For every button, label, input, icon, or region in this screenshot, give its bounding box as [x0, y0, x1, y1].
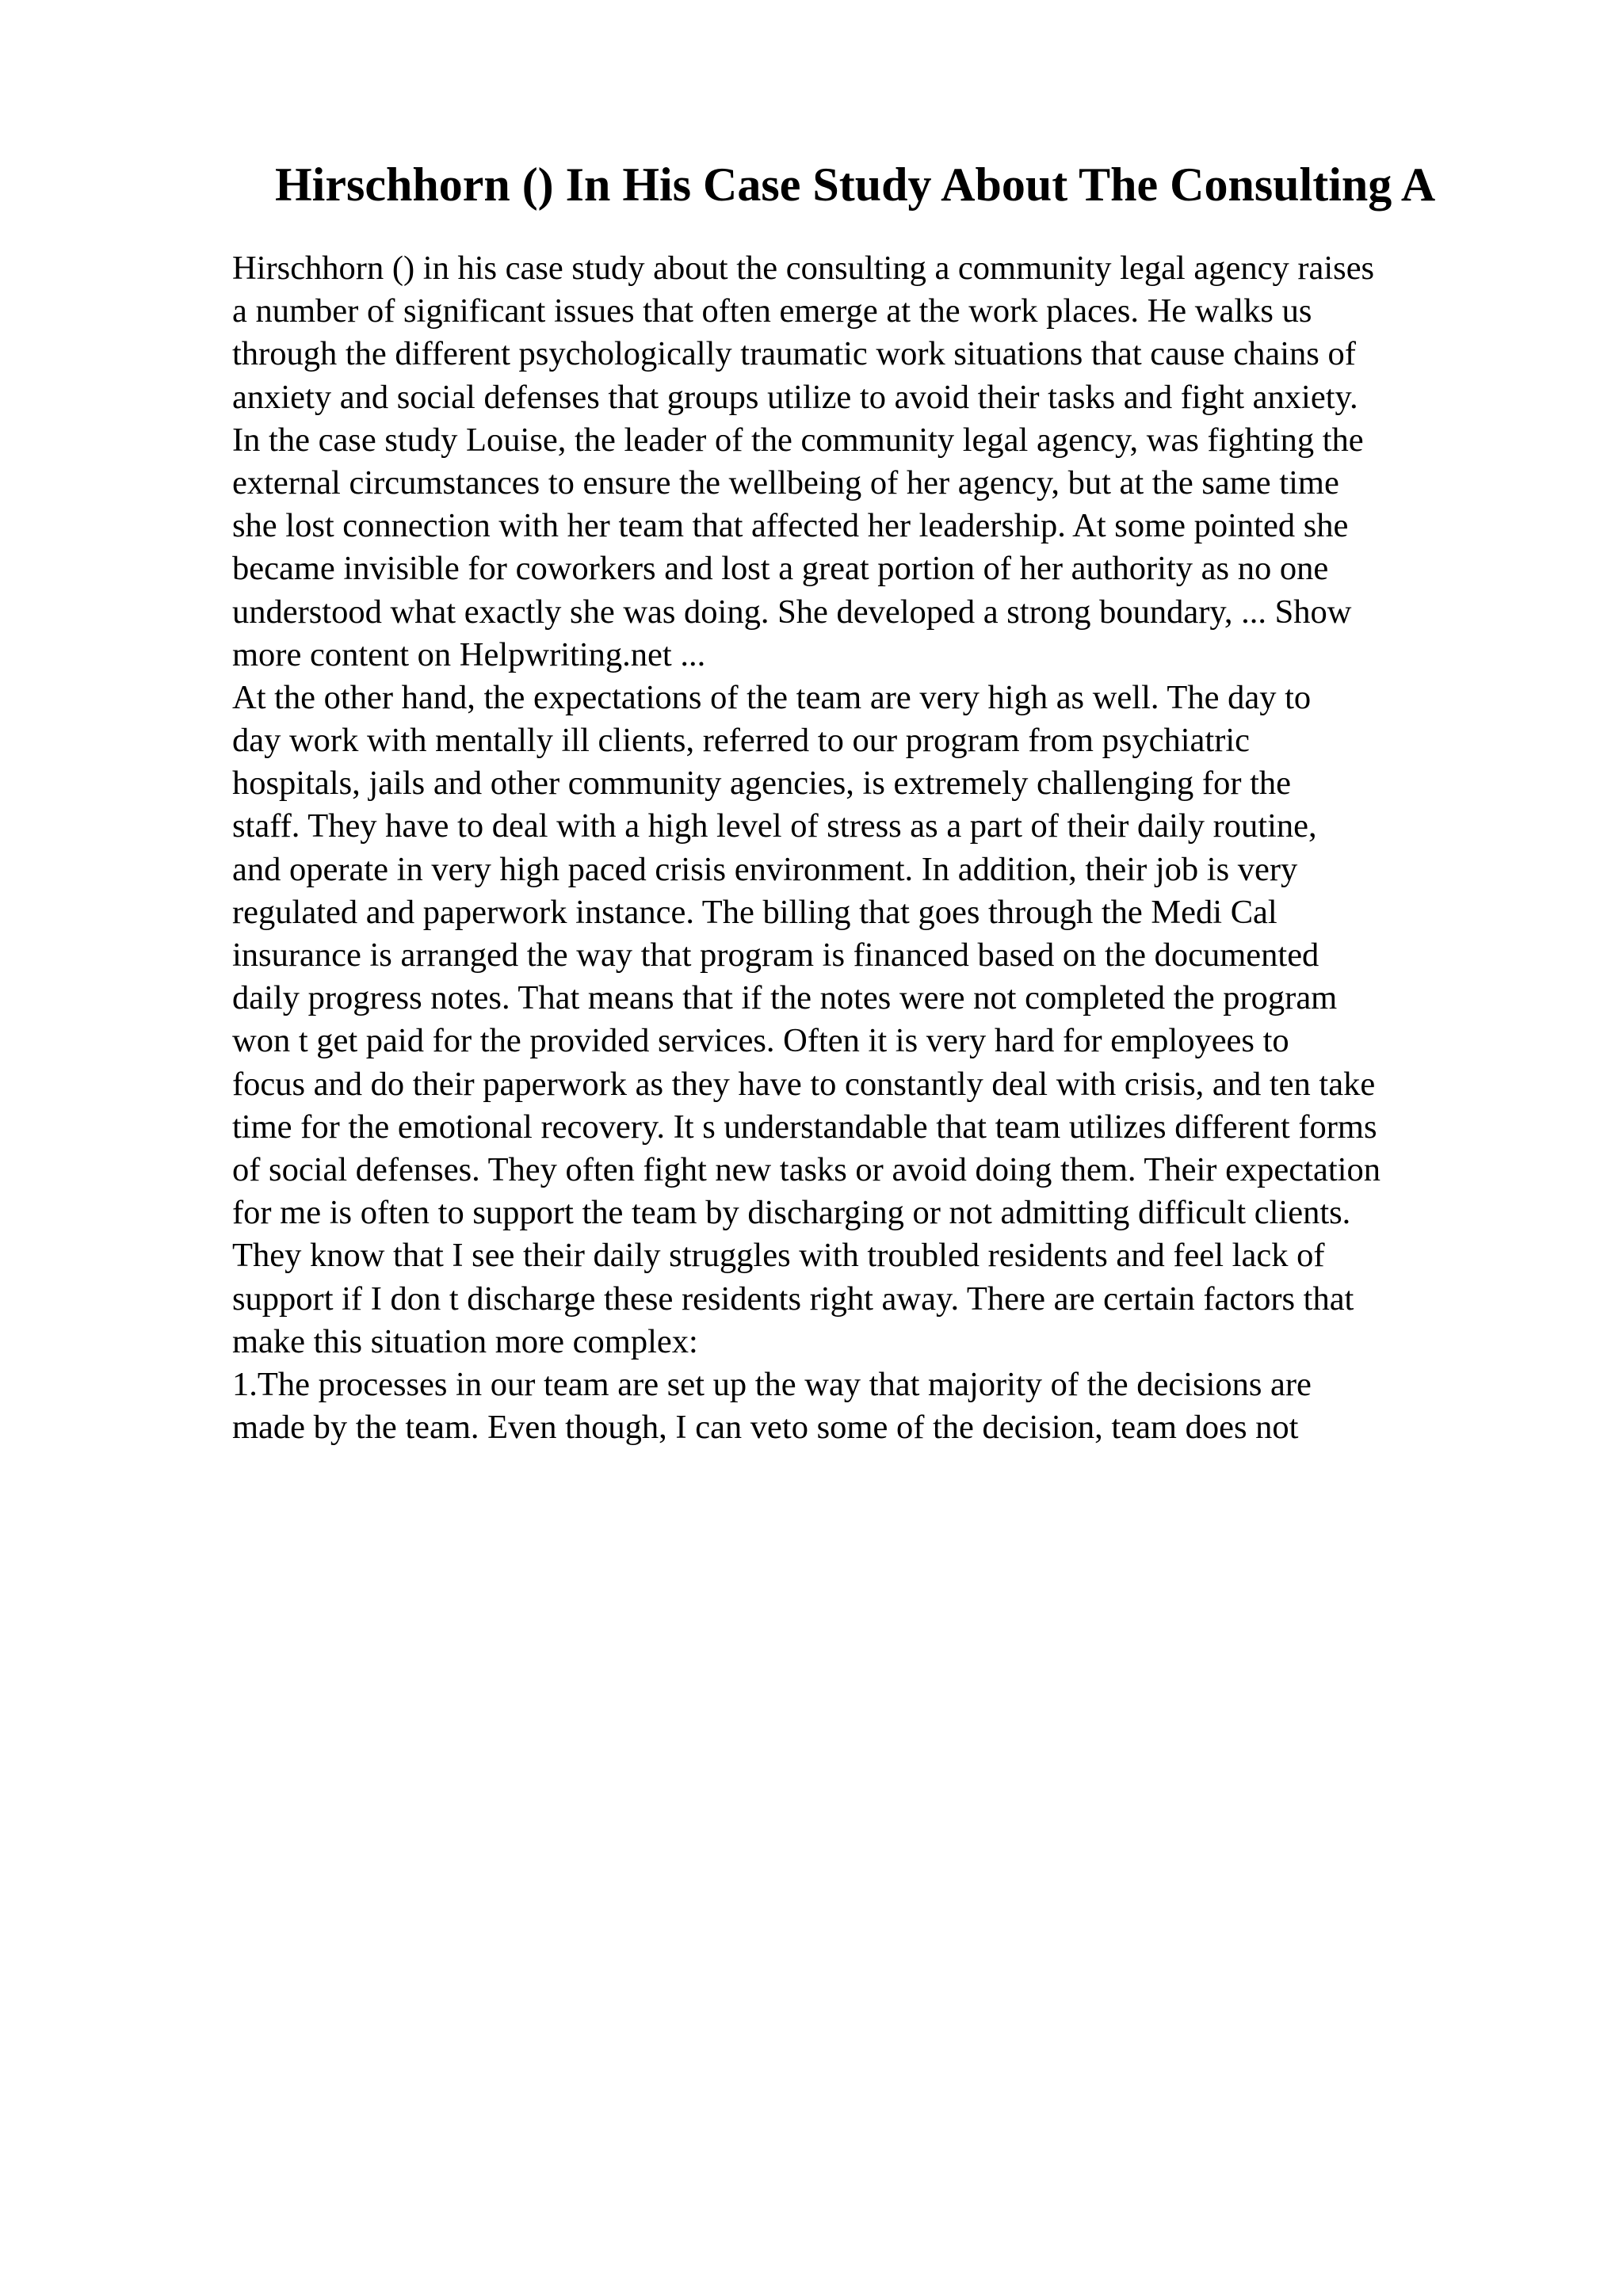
body-line: Hirschhorn () in his case study about the consulting a community legal agency raises — [232, 250, 1375, 287]
body-line: through the different psychologically traumatic work situations that cause chains of — [232, 335, 1356, 373]
body-line: made by the team. Even though, I can veto some of the decision, team does not — [232, 1409, 1299, 1447]
body-line: became invisible for coworkers and lost a great portion of her authority as no one — [232, 550, 1329, 588]
body-line: external circumstances to ensure the wellbeing of her agency, but at the same time — [232, 463, 1339, 502]
body-line: daily progress notes. That means that if the notes were not completed the program — [232, 979, 1338, 1017]
body-line: 1.The processes in our team are set up the way that majority of the decisions are — [232, 1365, 1312, 1403]
body-line: focus and do their paperwork as they have to constantly deal with crisis, and ten take — [232, 1065, 1376, 1103]
body-line: anxiety and social defenses that groups utilize to avoid their tasks and fight anxiety. — [232, 378, 1358, 416]
body-line: insurance is arranged the way that program is financed based on the documented — [232, 936, 1319, 974]
body-line: a number of significant issues that often emerge at the work places. He walks us — [232, 292, 1312, 330]
body-line: she lost connection with her team that affected her leadership. At some pointed she — [232, 507, 1349, 545]
body-line: time for the emotional recovery. It s understandable that team utilizes different forms — [232, 1108, 1377, 1146]
body-line: In the case study Louise, the leader of the community legal agency, was fighting the — [232, 421, 1364, 459]
body-line: and operate in very high paced crisis environment. In addition, their job is very — [232, 850, 1298, 888]
body-line: staff. They have to deal with a high level of stress as a part of their daily routine, — [232, 807, 1317, 845]
document-body — [232, 247, 1532, 1449]
body-line: understood what exactly she was doing. She developed a strong boundary, ... Show — [232, 593, 1352, 631]
body-line: hospitals, jails and other community agencies, is extremely challenging for the — [232, 765, 1292, 803]
body-line: regulated and paperwork instance. The billing that goes through the Medi Cal — [232, 893, 1277, 931]
body-line: day work with mentally ill clients, referred to our program from psychiatric — [232, 722, 1251, 760]
body-line: won t get paid for the provided services. Often it is very hard for employees to — [232, 1022, 1289, 1060]
body-line: They know that I see their daily struggles with troubled residents and feel lack of — [232, 1237, 1325, 1275]
body-line: At the other hand, the expectations of the team are very high as well. The day to — [232, 678, 1312, 716]
body-line: make this situation more complex: — [232, 1322, 698, 1360]
body-line: support if I don t discharge these residents right away. There are certain factors that — [232, 1280, 1354, 1318]
body-line: of social defenses. They often fight new tasks or avoid doing them. Their expectation — [232, 1150, 1381, 1188]
body-line: for me is often to support the team by discharging or not admitting difficult clients. — [232, 1194, 1351, 1232]
body-line: more content on Helpwriting.net ... — [232, 635, 706, 673]
document-title: Hirschhorn () In His Case Study About The Consulting A — [275, 158, 1436, 211]
